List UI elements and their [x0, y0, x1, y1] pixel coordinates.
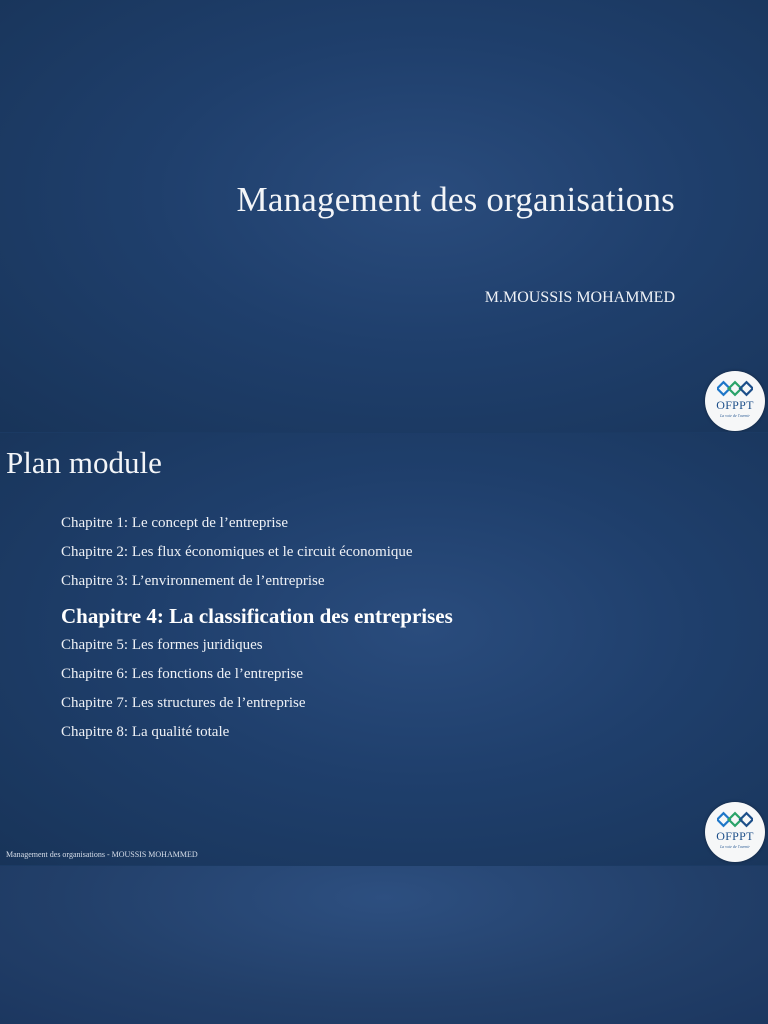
ofppt-logo [705, 802, 765, 862]
chapter-item: Chapitre 7: Les structures de l’entreprise [61, 695, 306, 711]
chapter-item: Chapitre 5: Les formes juridiques [61, 637, 263, 653]
chapter-item: Chapitre 3: L’environnement de l’entreprise [61, 573, 325, 589]
cover-author: M.MOUSSIS MOHAMMED [484, 289, 675, 306]
cover-slide [0, 0, 768, 432]
chapter-item-current: Chapitre 4: La classification des entreprises [61, 604, 453, 628]
cover-title: Management des organisations [236, 180, 675, 219]
chapter-item: Chapitre 2: Les flux économiques et le circuit économique [61, 544, 413, 560]
slide-footer: Management des organisations - MOUSSIS MOHAMMED [6, 850, 198, 859]
plan-slide [0, 433, 768, 865]
logo-tagline: La voie de l'avenir [720, 413, 750, 418]
logo-wordmark: OFPPT [716, 398, 754, 412]
logo-wordmark: OFPPT [716, 829, 754, 843]
logo-tagline: La voie de l'avenir [720, 844, 750, 849]
ofppt-emblem-icon [717, 380, 753, 398]
ofppt-emblem-icon [717, 811, 753, 829]
next-slide [0, 866, 768, 1024]
plan-title: Plan module [6, 445, 162, 480]
chapter-item: Chapitre 6: Les fonctions de l’entreprise [61, 666, 304, 682]
chapter-list [61, 513, 453, 751]
chapter-item: Chapitre 8: La qualité totale [61, 724, 230, 740]
chapter-item: Chapitre 1: Le concept de l’entreprise [61, 515, 288, 531]
ofppt-logo [705, 371, 765, 431]
